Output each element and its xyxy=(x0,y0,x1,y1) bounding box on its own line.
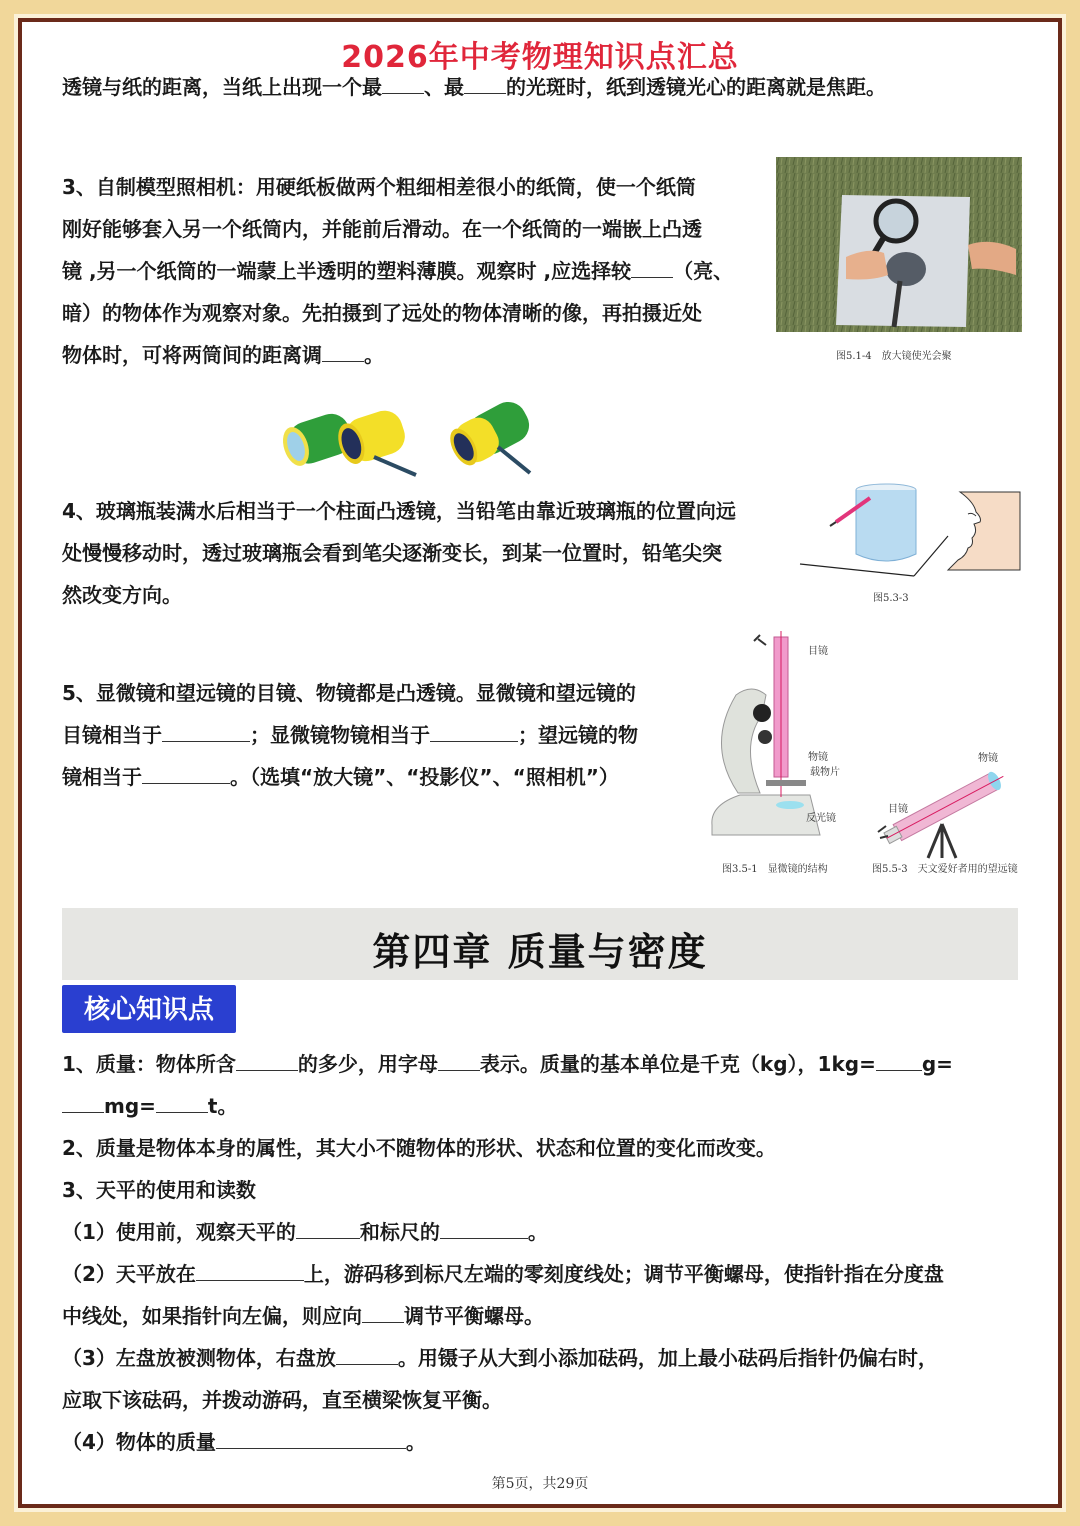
mass-text: 中线处，如果指针向左偏，则应向 xyxy=(62,1304,362,1328)
mass-text: mg= xyxy=(104,1094,156,1118)
item5-line: 5、显微镜和望远镜的目镜、物镜都是凸透镜。显微镜和望远镜的 xyxy=(62,681,636,705)
mass-line xyxy=(62,1085,1022,1127)
magnifier-photo xyxy=(776,157,1022,332)
blank xyxy=(464,75,506,94)
mass-text: 调节平衡螺母。 xyxy=(404,1304,544,1328)
intro-paragraph xyxy=(62,66,886,108)
mass-section xyxy=(62,1043,1022,1463)
mass-line: 2、质量是物体本身的属性，其大小不随物体的形状、状态和位置的变化而改变。 xyxy=(62,1136,776,1160)
item4-line: 然改变方向。 xyxy=(62,583,182,607)
blank xyxy=(196,1262,304,1281)
item5-text: 目镜相当于 xyxy=(62,723,162,747)
mass-text: 和标尺的 xyxy=(359,1220,440,1244)
mass-text: 表示。质量的基本单位是千克（kg），1kg= xyxy=(479,1052,876,1076)
item3-line xyxy=(62,250,762,292)
section-badge xyxy=(62,985,236,1033)
paper-tubes-illustration xyxy=(278,375,540,480)
mass-line xyxy=(62,1295,1022,1337)
mass-text: 上，游码移到标尺左端的零刻度线处；调节平衡螺母，使指针指在分度盘 xyxy=(303,1262,944,1286)
microscope-label-stage: 载物片 xyxy=(810,767,840,778)
mass-text: g= xyxy=(921,1052,953,1076)
magnifier-caption: 图5.1-4 放大镜使光会聚 xyxy=(836,351,952,362)
item5-text: 镜相当于 xyxy=(62,765,142,789)
mass-text: （3）左盘放被测物体，右盘放 xyxy=(62,1346,336,1370)
page-title: 2026年中考物理知识点汇总 xyxy=(341,40,739,75)
telescope-label-objective: 物镜 xyxy=(978,753,998,764)
blank xyxy=(162,723,250,742)
mass-text: t。 xyxy=(207,1094,238,1118)
item3-paragraph xyxy=(62,166,762,376)
mass-line: 3、天平的使用和读数 xyxy=(62,1178,256,1202)
intro-text-c: 的光斑时，纸到透镜光心的距离就是焦距。 xyxy=(506,75,886,99)
item3-line: 暗）的物体作为观察对象。先拍摄到了远处的物体清晰的像，再拍摄近处 xyxy=(62,301,702,325)
mass-line xyxy=(62,1211,1022,1253)
page-number: 第5页，共29页 xyxy=(491,1476,589,1492)
microscope-caption: 图3.5-1 显微镜的结构 xyxy=(722,864,828,875)
blank xyxy=(142,765,230,784)
blank xyxy=(430,723,518,742)
item5-text: ；望远镜的物 xyxy=(518,723,638,747)
item3-text: 。 xyxy=(364,343,384,367)
item4-line: 处慢慢移动时，透过玻璃瓶会看到笔尖逐渐变长，到某一位置时，铅笔尖突 xyxy=(62,541,722,565)
chapter-heading xyxy=(62,908,1018,980)
item5-text: ；显微镜物镜相当于 xyxy=(250,723,430,747)
blank xyxy=(876,1052,922,1071)
microscope-label-objective: 物镜 xyxy=(808,752,828,763)
mass-line xyxy=(62,1337,1022,1379)
mass-text: 1、质量：物体所含 xyxy=(62,1052,236,1076)
mass-line xyxy=(62,1421,1022,1463)
blank xyxy=(631,259,673,278)
blank xyxy=(62,1094,104,1113)
telescope-label-eyepiece: 目镜 xyxy=(888,804,908,815)
item3-line: 3、自制模型照相机：用硬纸板做两个粗细相差很小的纸筒，使一个纸筒 xyxy=(62,175,696,199)
mass-text: （4）物体的质量 xyxy=(62,1430,216,1454)
blank xyxy=(438,1052,480,1071)
item3-text: 镜 ,另一个纸筒的一端蒙上半透明的塑料薄膜。观察时 ,应选择较 xyxy=(62,259,632,283)
bottle-caption: 图5.3-3 xyxy=(873,593,909,604)
blank xyxy=(236,1052,298,1071)
item5-text: 。（选填“放大镜”、“投影仪”、“照相机”） xyxy=(230,765,619,789)
chapter-title: 第四章 质量与密度 xyxy=(372,930,708,974)
item5-line xyxy=(62,714,682,756)
intro-text-b: 、最 xyxy=(424,75,464,99)
item3-text: 物体时，可将两筒间的距离调 xyxy=(62,343,322,367)
blank xyxy=(382,75,424,94)
item3-text: （亮、 xyxy=(673,259,734,283)
telescope-caption: 图5.5-3 天文爱好者用的望远镜 xyxy=(872,864,1018,875)
item4-line: 4、玻璃瓶装满水后相当于一个柱面凸透镜，当铅笔由靠近玻璃瓶的位置向远 xyxy=(62,499,736,523)
item3-line: 刚好能够套入另一个纸筒内，并能前后滑动。在一个纸筒的一端嵌上凸透 xyxy=(62,217,702,241)
blank xyxy=(296,1220,360,1239)
intro-text-a: 透镜与纸的距离，当纸上出现一个最 xyxy=(62,75,382,99)
microscope-label-mirror: 反光镜 xyxy=(806,813,836,824)
mass-text: 。 xyxy=(527,1220,548,1244)
mass-text: 的多少，用字母 xyxy=(297,1052,438,1076)
section-badge-label: 核心知识点 xyxy=(83,995,214,1025)
item3-line xyxy=(62,334,762,376)
microscope-label-eyepiece: 目镜 xyxy=(808,646,828,657)
mass-text: （2）天平放在 xyxy=(62,1262,196,1286)
blank xyxy=(322,343,364,362)
glass-bottle-figure xyxy=(798,476,1022,584)
mass-line: 应取下该砝码，并拨动游码，直至横梁恢复平衡。 xyxy=(62,1388,502,1412)
item5-line xyxy=(62,756,682,798)
mass-text: 。 xyxy=(405,1430,426,1454)
mass-line xyxy=(62,1043,1022,1085)
blank xyxy=(362,1304,404,1323)
blank xyxy=(156,1094,208,1113)
item4-paragraph xyxy=(62,490,792,616)
mass-line xyxy=(62,1253,1022,1295)
mass-text: （1）使用前，观察天平的 xyxy=(62,1220,296,1244)
item5-paragraph xyxy=(62,672,682,798)
blank xyxy=(216,1430,406,1449)
mass-text: 。用镊子从大到小添加砝码，加上最小砝码后指针仍偏右时， xyxy=(397,1346,938,1370)
blank xyxy=(440,1220,528,1239)
blank xyxy=(336,1346,398,1365)
